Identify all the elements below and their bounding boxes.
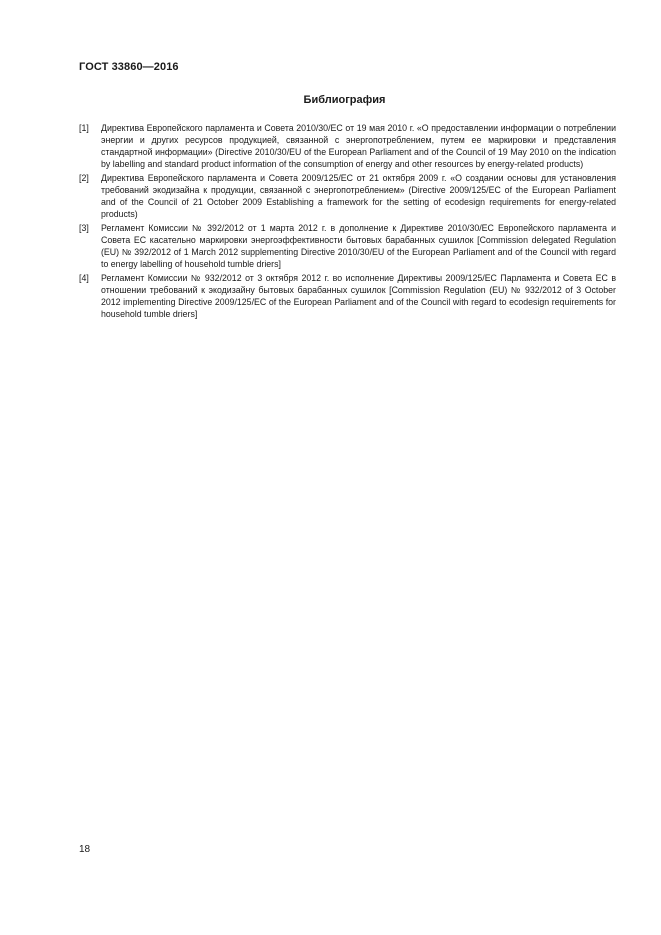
bibliography-entry <box>79 222 616 270</box>
bibliography-entry-text: Директива Европейского парламента и Совета 2009/125/ЕС от 21 октября 2009 г. «О создании основы для установления требований экодизайна к продукции, связанной с энергопотреблением» (Directive 2009/125/EC of the European Parliament and of the Council of 21 October 2009 Establishing a framework for the setting of ecodesign requirements for energy-related products) <box>101 172 616 220</box>
bibliography-entry <box>79 122 616 170</box>
document-code-header: ГОСТ 33860—2016 <box>79 61 179 73</box>
bibliography-entry-number: [3] <box>79 222 89 233</box>
bibliography-title-text: Библиография <box>303 94 386 106</box>
bibliography-entry-number: [4] <box>79 272 89 283</box>
bibliography-entry <box>79 172 616 220</box>
bibliography-entry-number: [1] <box>79 123 89 133</box>
bibliography-entry-number: [2] <box>79 172 89 183</box>
bibliography-title <box>0 94 661 106</box>
bibliography-entry-text: Директива Европейского парламента и Совета 2010/30/ЕС от 19 мая 2010 г. «О предоставлении информации о потреблении энергии и других ресурсов продукцией, связанной с энергопотреблением, путем ее маркировки и представления стандартной информации» (Directive 2010/30/EU of the European Parliament and of the Council of 19 May 2010 on the indication by labelling and standard product information of the consumption of energy and other resources by energy-related products) <box>101 123 616 170</box>
bibliography-entry-text: Регламент Комиссии № 392/2012 от 1 марта 2012 г. в дополнение к Директиве 2010/30/ЕС Европейского парламента и Совета ЕС касательно маркировки энергоэффективности бытовых барабанных сушилок [Commission delegated Regulation (EU) № 392/2012 of 1 March 2012 supplementing Directive 2010/30/EU of the European Parliament and of the Council with regard to energy labelling of household tumble driers] <box>101 222 616 270</box>
bibliography-entry-text: Регламент Комиссии № 932/2012 от 3 октября 2012 г. во исполнение Директивы 2009/125/ЕС Парламента и Совета ЕС в отношении требований к экодизайну бытовых барабанных сушилок [Commission Regulation (EU) № 932/2012 of 3 October 2012 implementing Directive 2009/125/EC of the European Parliament and of the Council with regard to ecodesign requirements for household tumble driers] <box>101 272 616 319</box>
bibliography-entry <box>79 272 616 320</box>
bibliography-list <box>79 122 616 322</box>
page-number: 18 <box>79 844 91 855</box>
